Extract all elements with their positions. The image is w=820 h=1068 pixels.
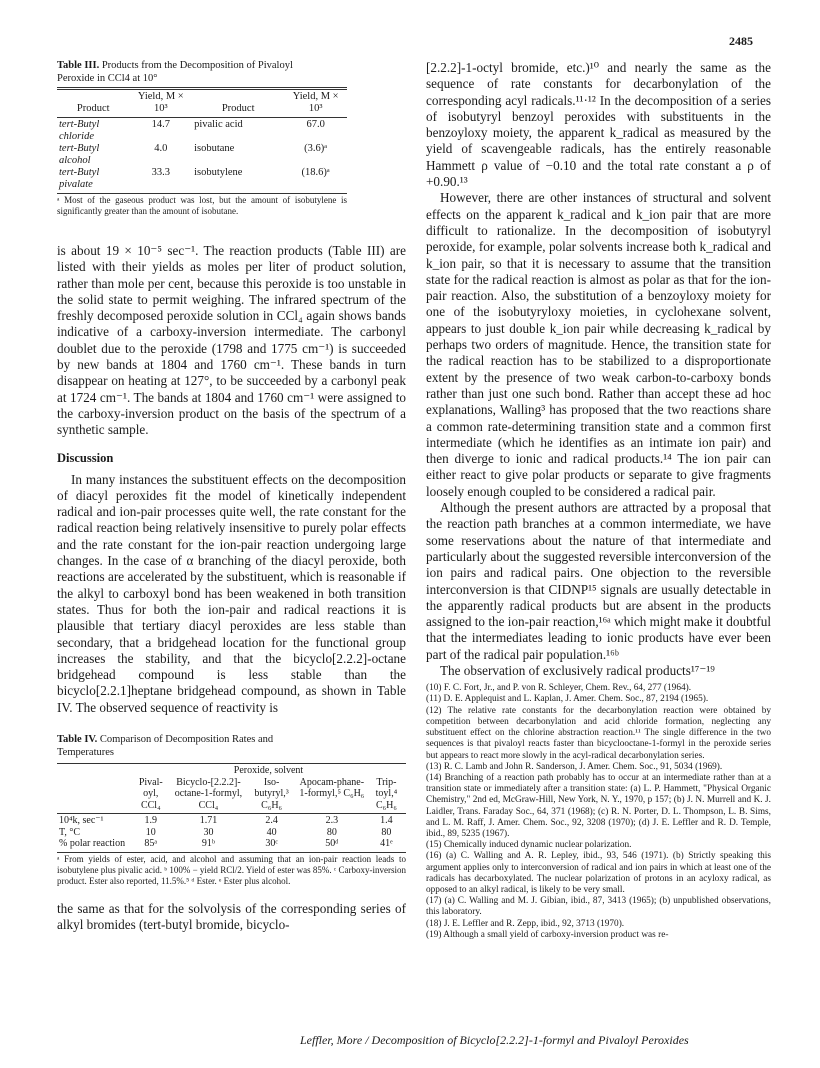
- table-row: tert-Butyl chloride 14.7 pivalic acid 67.0: [59, 119, 325, 142]
- table4-group-header: Peroxide, solvent: [233, 765, 304, 777]
- discussion-heading: Discussion: [57, 450, 114, 465]
- reference-item: (11) D. E. Applequist and L. Kaplan, J. Amer. Chem. Soc., 87, 2194 (1965).: [426, 694, 709, 705]
- table3-header-row: Product Yield, M × 10³ Product Yield, M × 10³: [76, 91, 339, 114]
- table-row: T, °C 10 30 40 80 80: [59, 826, 392, 838]
- right-body: [2.2.2]-1-octyl bromide, etc.)¹⁰ and nearly the same as the sequence of rate constants for decarbonylation of the corresponding acyl radicals.¹¹·¹² In the decomposition of a series of isobutyryl benzoyl peroxides with substituents in the benzoyloxy moiety, the apparent k_radical as measured by the yield of scavengeable radicals, has the entirely reasonable Hammett ρ value of −0.10 and the total rate constant a ρ of +0.90.¹³ However, there are other instances of structural and solvent effects on the apparent k_radical and k_ion pair that are more difficult to rationalize. In the decomposition of isobutyryl peroxide, for example, polar solvents increase both k_radical and k_ion pair, so that it is necessary to assume that the transition state for the radical reaction is almost as polar as that for the ion-pair reaction. Also, the substitution of a benzoyloxy moiety for one of the isobutyryloxy moieties, in cyclohexane solvent, appears to just double k_ion pair while decreasing k_radical by perhaps two orders of magnitude. Hence, the transition state for the radical reaction has to be stabilized to a disproportionate extent by the presence of two weak carbon-to-carboxy bonds rather than just one such bond. Rather than accept these ad hoc explanations, Walling³ has proposed that the two reactions share a common rate-determining transition state and a common first intermediate (which he identifies as an intimate ion pair) and then diverge to ionic and radical products.¹⁴ The ion pair can either react to give polar products or separate to give fragments loosely enough coupled to be considered a radical pair. Although the present authors are attracted by a proposal that the reaction path branches at a common intermediate, we have some reservations about the nature of that intermediate and particularly about the suggested reversible interconversion of the ion pairs and radical pairs. One objection to the reversible interconversion is that CIDNP¹⁵ signals are usually detectable in the apparently radical products but are absent in the products assigned to the ion-pair reaction,¹⁶ᵃ which might make it doubtful that the intermediates leading to ionic products have ever been part of the radical pair population.¹⁶ᵇ The observation of exclusively radical products¹⁷⁻¹⁹: [426, 60, 771, 678]
- table-row: tert-Butyl pivalate 33.3 isobutylene (18.6)ᵃ: [59, 167, 330, 190]
- table4-footnote: ᵃ From yields of ester, acid, and alcohol and assuming that an ion-pair reaction leads to isobutylene plus pivalic acid. ᵇ 100% − yield RCl/2. Yield of ester was 85%. ᶜ Carboxy-inversion product. Ester also reported, 11.5%.⁵ ᵈ Ester. ᵉ Ester plus alcohol.: [57, 853, 406, 886]
- reference-item: (18) J. E. Leffler and R. Zepp, ibid., 92, 3713 (1970).: [426, 918, 625, 929]
- table3: [57, 91, 347, 191]
- reference-item: (19) Although a small yield of carboxy-inversion product was re-: [426, 929, 669, 940]
- table-row: 10⁴k, sec⁻¹ 1.9 1.71 2.4 2.3 1.4: [59, 815, 393, 827]
- left-body-3: the same as that for the solvolysis of the corresponding series of alkyl bromides (tert-butyl bromide, bicyclo-: [57, 900, 406, 932]
- table4: [57, 765, 406, 850]
- reference-item: (15) Chemically induced dynamic nuclear polarization.: [426, 840, 632, 851]
- reference-item: (12) The relative rate constants for the decarbonylation reaction were obtained by competition between decarbonylation and acid chloride formation, neglecting any substituent effect on the chlorine abstraction reaction.¹¹ The single difference in the two sequences is that pivaloyl reacts faster than bicyclooctane-1-formyl in the peroxide series but appears to react more slowly in the acyl-radical decarbonylation series.: [426, 705, 771, 761]
- left-body-2: In many instances the substituent effects on the decomposition of diacyl peroxides fit the model of kinetically independent radical and ion-pair processes quite well, the rate constant for the radical reaction being relatively insensitive to purely polar effects and the rate constant for the ion-pair reaction undergoing large changes. In the case of α branching of the diacyl peroxide, both reactions are accelerated by the substituent, which is reasonable if the alkyl to carboxyl bond has been weakened in both transition states. Thus for both the ion-pair and radical reactions it is plausible that tertiary diacyl peroxides are less stable than secondary, that a bridgehead location for the functional group increases the stability, and that the bicyclo[2.2.2]-octane bridgehead compound is less stable than the bicyclo[2.2.1]heptane bridgehead compound, as shown in Table IV. The observed sequence of reactivity is: [57, 471, 406, 715]
- table4-caption: Table IV. Comparison of Decomposition Rates and Temperatures: [57, 734, 274, 758]
- page-number: 2485: [729, 34, 753, 48]
- left-body-1: is about 19 × 10⁻⁵ sec⁻¹. The reaction products (Table III) are listed with their yields as moles per liter of product solution, rather than mole per cent, because this peroxide is too unstable in the solid state to permit weighing. The infrared spectrum of the freshly decomposed peroxide solution in CCl₄ again shows bands indicative of a carboxy-inversion intermediate. The carbonyl doublet due to the peroxide (1798 and 1775 cm⁻¹) is succeeded by new bands at 1804 and 1760 cm⁻¹. These bands in turn disappear on heating at 127°, to be succeeded by a carbonyl peak at 1724 cm⁻¹. The bands at 1804 and 1760 cm⁻¹ were assigned to the carboxy-inversion product on the basis of the spectrum of a synthetic sample.: [57, 243, 406, 438]
- left-column: [57, 60, 406, 933]
- reference-list: [426, 683, 771, 941]
- running-footer: Leffler, More / Decomposition of Bicyclo[2.2.2]-1-formyl and Pivaloyl Peroxides: [300, 1033, 689, 1047]
- table3-caption: Table III. Products from the Decomposition of Pivaloyl Peroxide in CCl4 at 10°: [57, 60, 293, 84]
- table-row: tert-Butyl alcohol 4.0 isobutane (3.6)ᵃ: [59, 143, 328, 166]
- reference-item: (14) Branching of a reaction path probably has to occur at an intermediate rather than at a transition state or immediately after a transition state: (a) L. P. Hammett, "Physical Organic Chemistry," 2nd ed, McGraw-Hill, New York, N. Y., 1970, p 157; (b) J. N. Murrell and K. J. Laidler, Trans. Faraday Soc., 64, 371 (1968); (c) R. N. Porter, D. L. Thompson, L. B. Sims, and L. M. Raff, J. Amer. Chem. Soc., 92, 3208 (1970); (d) J. E. Leffler and R. D. Temple, ibid., 89, 5235 (1967).: [426, 772, 771, 839]
- table4-header-row: Pival-oyl, CCl₄ Bicyclo-[2.2.2]-octane-1-formyl, CCl₄ Iso-butyryl,³ C₆H₆ Apocam-phane-1-formyl,⁵ C₆H₆ Trip-toyl,⁴ C₆H₆: [138, 776, 398, 811]
- table3-footnote: ᵃ Most of the gaseous product was lost, but the amount of isobutylene is significantly greater than the amount of isobutane.: [57, 195, 347, 216]
- table-row: % polar reaction 85ᵃ 91ᵇ 30ᶜ 50ᵈ 41ᵉ: [59, 838, 393, 850]
- reference-item: (13) R. C. Lamb and John R. Sanderson, J. Amer. Chem. Soc., 91, 5034 (1969).: [426, 761, 723, 772]
- right-column: [426, 60, 771, 941]
- reference-item: (10) F. C. Fort, Jr., and P. von R. Schleyer, Chem. Rev., 64, 277 (1964).: [426, 683, 692, 694]
- reference-item: (16) (a) C. Walling and A. R. Lepley, ibid., 93, 546 (1971). (b) Strictly speaking this argument applies only to interconversion of radical and ion pairs in which at least one of the radicals has decarboxylated. The nuclear polarization of protons in an acyloxy radical, as opposed to an alkyl radical, is likely to be very small.: [426, 851, 771, 895]
- reference-item: (17) (a) C. Walling and M. J. Gibian, ibid., 87, 3413 (1965); (b) unpublished observations, this laboratory.: [426, 896, 771, 918]
